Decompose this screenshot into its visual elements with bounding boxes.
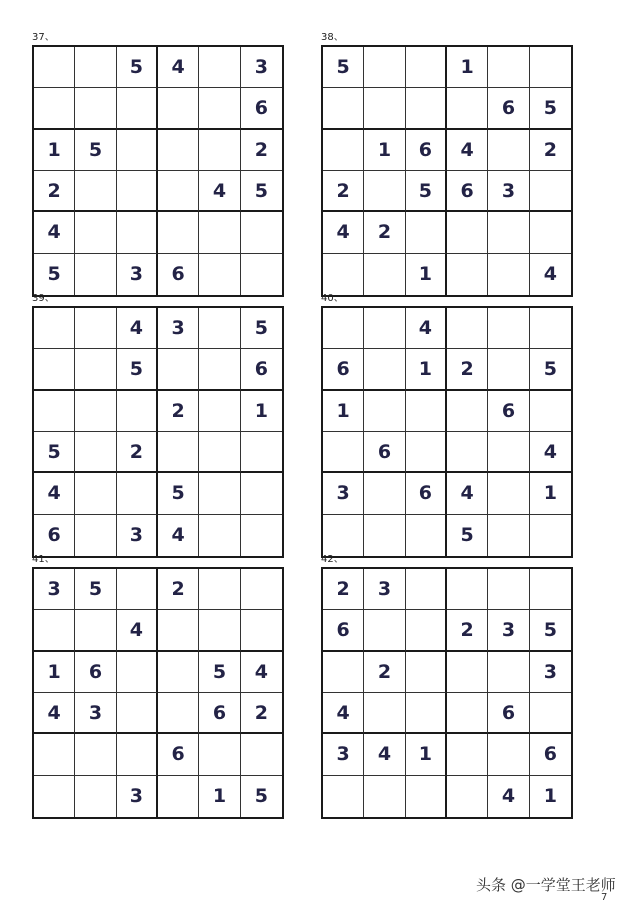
sudoku-cell: 6 <box>364 432 405 473</box>
sudoku-cell <box>530 212 571 253</box>
sudoku-cell <box>34 47 75 88</box>
sudoku-cell: 2 <box>34 171 75 212</box>
sudoku-cell: 3 <box>488 610 529 651</box>
sudoku-cell: 3 <box>241 47 282 88</box>
sudoku-cell: 5 <box>34 254 75 295</box>
sudoku-cell <box>488 47 529 88</box>
sudoku-cell <box>199 391 240 432</box>
sudoku-cell <box>530 515 571 556</box>
sudoku-cell: 6 <box>530 734 571 775</box>
sudoku-cell <box>158 349 199 390</box>
sudoku-cell <box>364 171 405 212</box>
sudoku-cell <box>241 734 282 775</box>
puzzle-label: 42、 <box>321 554 344 565</box>
sudoku-cell: 5 <box>199 652 240 693</box>
sudoku-cell: 6 <box>406 473 447 514</box>
sudoku-cell: 6 <box>488 693 529 734</box>
sudoku-cell: 2 <box>241 693 282 734</box>
sudoku-cell <box>34 610 75 651</box>
sudoku-cell: 5 <box>75 569 116 610</box>
sudoku-cell: 4 <box>406 308 447 349</box>
sudoku-cell <box>364 776 405 817</box>
sudoku-cell <box>75 47 116 88</box>
sudoku-cell: 2 <box>158 391 199 432</box>
sudoku-puzzle <box>32 32 284 297</box>
sudoku-cell <box>530 47 571 88</box>
sudoku-cell: 6 <box>488 88 529 129</box>
sudoku-cell <box>75 88 116 129</box>
sudoku-cell <box>447 734 488 775</box>
sudoku-cell <box>75 610 116 651</box>
sudoku-cell: 2 <box>241 130 282 171</box>
sudoku-cell <box>447 308 488 349</box>
sudoku-cell: 5 <box>241 171 282 212</box>
sudoku-cell: 6 <box>34 515 75 556</box>
sudoku-cell: 4 <box>117 308 158 349</box>
sudoku-cell: 6 <box>158 734 199 775</box>
sudoku-cell <box>530 693 571 734</box>
sudoku-cell: 5 <box>447 515 488 556</box>
sudoku-cell <box>364 473 405 514</box>
sudoku-cell <box>241 473 282 514</box>
sudoku-cell <box>199 254 240 295</box>
sudoku-cell <box>117 171 158 212</box>
sudoku-cell <box>117 473 158 514</box>
sudoku-cell: 4 <box>447 130 488 171</box>
puzzle-label: 41、 <box>32 554 55 565</box>
sudoku-grid <box>321 306 573 558</box>
sudoku-cell <box>158 610 199 651</box>
sudoku-cell: 4 <box>117 610 158 651</box>
sudoku-cell: 3 <box>323 734 364 775</box>
sudoku-cell <box>364 391 405 432</box>
sudoku-cell <box>117 693 158 734</box>
sudoku-cell: 6 <box>241 88 282 129</box>
sudoku-cell <box>323 254 364 295</box>
sudoku-cell <box>364 88 405 129</box>
sudoku-cell <box>323 652 364 693</box>
sudoku-cell: 3 <box>34 569 75 610</box>
sudoku-cell: 1 <box>364 130 405 171</box>
sudoku-cell <box>199 515 240 556</box>
page-number: 7 <box>601 892 608 903</box>
sudoku-cell: 5 <box>406 171 447 212</box>
sudoku-cell <box>199 432 240 473</box>
sudoku-cell <box>447 391 488 432</box>
sudoku-cell <box>488 515 529 556</box>
sudoku-cell <box>158 130 199 171</box>
sudoku-cell <box>323 432 364 473</box>
sudoku-grid <box>32 567 284 819</box>
sudoku-cell <box>241 212 282 253</box>
sudoku-cell: 1 <box>34 652 75 693</box>
sudoku-cell: 1 <box>406 734 447 775</box>
sudoku-cell <box>406 391 447 432</box>
sudoku-cell <box>406 693 447 734</box>
sudoku-cell <box>241 610 282 651</box>
sudoku-cell <box>488 254 529 295</box>
sudoku-cell: 5 <box>241 308 282 349</box>
sudoku-cell <box>447 776 488 817</box>
sudoku-puzzle <box>321 554 573 819</box>
sudoku-cell <box>75 391 116 432</box>
sudoku-cell <box>241 569 282 610</box>
sudoku-cell <box>117 569 158 610</box>
sudoku-cell: 6 <box>447 171 488 212</box>
sudoku-cell: 1 <box>34 130 75 171</box>
sudoku-grid <box>321 45 573 297</box>
sudoku-cell <box>241 254 282 295</box>
sudoku-cell <box>488 569 529 610</box>
sudoku-cell: 1 <box>406 349 447 390</box>
sudoku-cell <box>406 569 447 610</box>
sudoku-cell <box>323 776 364 817</box>
sudoku-cell: 3 <box>158 308 199 349</box>
sudoku-cell: 5 <box>117 349 158 390</box>
sudoku-cell <box>158 776 199 817</box>
sudoku-cell <box>406 776 447 817</box>
sudoku-cell: 5 <box>530 349 571 390</box>
sudoku-cell: 4 <box>34 693 75 734</box>
sudoku-cell: 2 <box>530 130 571 171</box>
sudoku-cell: 1 <box>447 47 488 88</box>
puzzle-label: 38、 <box>321 32 344 43</box>
sudoku-cell <box>75 473 116 514</box>
sudoku-cell: 4 <box>447 473 488 514</box>
sudoku-cell <box>75 171 116 212</box>
sudoku-cell <box>364 308 405 349</box>
sudoku-cell <box>488 652 529 693</box>
sudoku-cell <box>158 432 199 473</box>
sudoku-cell <box>199 308 240 349</box>
sudoku-cell <box>75 254 116 295</box>
sudoku-cell <box>75 212 116 253</box>
sudoku-cell <box>406 47 447 88</box>
sudoku-cell <box>199 130 240 171</box>
sudoku-cell <box>158 88 199 129</box>
sudoku-cell <box>530 308 571 349</box>
sudoku-cell <box>323 308 364 349</box>
sudoku-cell: 1 <box>323 391 364 432</box>
sudoku-cell <box>158 652 199 693</box>
sudoku-cell: 3 <box>323 473 364 514</box>
sudoku-cell <box>199 349 240 390</box>
puzzle-label: 40、 <box>321 293 344 304</box>
sudoku-cell: 6 <box>323 610 364 651</box>
sudoku-cell <box>199 473 240 514</box>
sudoku-cell: 4 <box>323 693 364 734</box>
sudoku-cell <box>34 349 75 390</box>
sudoku-cell: 5 <box>530 88 571 129</box>
sudoku-cell: 2 <box>364 652 405 693</box>
sudoku-puzzle <box>321 293 573 558</box>
sudoku-cell <box>406 652 447 693</box>
sudoku-cell <box>488 130 529 171</box>
sudoku-cell: 4 <box>34 212 75 253</box>
sudoku-cell: 4 <box>530 432 571 473</box>
sudoku-cell <box>75 349 116 390</box>
sudoku-cell <box>117 130 158 171</box>
sudoku-cell: 4 <box>543 263 557 286</box>
sudoku-cell <box>158 212 199 253</box>
sudoku-cell: 3 <box>117 254 158 295</box>
sudoku-cell: 3 <box>117 515 158 556</box>
sudoku-cell <box>530 171 571 212</box>
sudoku-cell <box>199 47 240 88</box>
sudoku-cell <box>406 610 447 651</box>
sudoku-puzzle <box>321 32 573 297</box>
sudoku-cell <box>323 88 364 129</box>
sudoku-cell: 2 <box>323 171 364 212</box>
sudoku-cell <box>199 569 240 610</box>
sudoku-cell <box>406 212 447 253</box>
sudoku-grid <box>32 45 284 297</box>
sudoku-cell: 4 <box>158 47 199 88</box>
sudoku-cell <box>488 473 529 514</box>
sudoku-cell: 2 <box>117 432 158 473</box>
sudoku-cell <box>34 88 75 129</box>
sudoku-cell <box>117 391 158 432</box>
sudoku-cell <box>75 432 116 473</box>
sudoku-cell: 3 <box>364 569 405 610</box>
watermark: 头条 @一学堂王老师 <box>476 876 616 894</box>
sudoku-cell <box>34 776 75 817</box>
sudoku-cell: 4 <box>34 473 75 514</box>
sudoku-cell: 2 <box>364 212 405 253</box>
sudoku-cell <box>34 391 75 432</box>
sudoku-cell: 6 <box>241 349 282 390</box>
sudoku-cell <box>488 308 529 349</box>
sudoku-cell <box>158 171 199 212</box>
sudoku-cell <box>406 515 447 556</box>
sudoku-grid <box>32 306 284 558</box>
sudoku-cell <box>364 47 405 88</box>
sudoku-cell <box>75 734 116 775</box>
puzzle-label: 37、 <box>32 32 55 43</box>
sudoku-cell <box>364 254 405 295</box>
sudoku-cell <box>75 776 116 817</box>
sudoku-cell <box>364 610 405 651</box>
sudoku-cell: 2 <box>447 610 488 651</box>
sudoku-cell: 1 <box>543 785 557 808</box>
sudoku-cell <box>488 212 529 253</box>
sudoku-cell <box>447 88 488 129</box>
sudoku-cell <box>447 254 488 295</box>
sudoku-cell: 5 <box>254 785 268 808</box>
sudoku-cell <box>447 212 488 253</box>
sudoku-cell <box>199 88 240 129</box>
sudoku-cell: 2 <box>323 569 364 610</box>
sudoku-cell: 3 <box>75 693 116 734</box>
sudoku-cell <box>34 308 75 349</box>
sudoku-cell <box>364 349 405 390</box>
sudoku-cell: 3 <box>117 776 158 817</box>
sudoku-cell: 3 <box>488 171 529 212</box>
sudoku-cell: 4 <box>323 212 364 253</box>
sudoku-grid <box>321 567 573 819</box>
sudoku-cell: 1 <box>530 473 571 514</box>
sudoku-cell: 2 <box>158 569 199 610</box>
sudoku-cell: 1 <box>241 391 282 432</box>
sudoku-cell <box>364 693 405 734</box>
sudoku-cell <box>75 308 116 349</box>
sudoku-puzzle <box>32 293 284 558</box>
sudoku-cell: 4 <box>158 515 199 556</box>
sudoku-cell: 5 <box>158 473 199 514</box>
sudoku-cell <box>199 734 240 775</box>
sudoku-cell: 5 <box>117 47 158 88</box>
sudoku-puzzle <box>32 554 284 819</box>
sudoku-cell: 2 <box>447 349 488 390</box>
sudoku-cell <box>199 212 240 253</box>
sudoku-cell: 5 <box>75 130 116 171</box>
sudoku-cell <box>406 432 447 473</box>
sudoku-cell <box>447 693 488 734</box>
sudoku-cell <box>241 432 282 473</box>
sudoku-cell <box>488 734 529 775</box>
sudoku-cell <box>406 88 447 129</box>
sudoku-cell: 1 <box>406 254 447 295</box>
sudoku-cell: 6 <box>75 652 116 693</box>
sudoku-cell <box>447 569 488 610</box>
sudoku-cell <box>241 515 282 556</box>
sudoku-cell: 5 <box>530 610 571 651</box>
sudoku-cell: 4 <box>199 171 240 212</box>
sudoku-cell <box>117 652 158 693</box>
sudoku-cell: 4 <box>488 776 529 817</box>
sudoku-cell <box>117 88 158 129</box>
sudoku-cell: 6 <box>488 391 529 432</box>
sudoku-cell: 5 <box>34 432 75 473</box>
sudoku-cell <box>323 515 364 556</box>
sudoku-cell <box>488 349 529 390</box>
sudoku-cell <box>364 515 405 556</box>
sudoku-cell <box>530 569 571 610</box>
sudoku-cell: 4 <box>241 652 282 693</box>
sudoku-cell <box>530 391 571 432</box>
sudoku-cell <box>447 432 488 473</box>
sudoku-cell: 6 <box>199 693 240 734</box>
sudoku-cell: 1 <box>199 776 240 817</box>
sudoku-cell <box>34 734 75 775</box>
sudoku-cell <box>323 130 364 171</box>
sudoku-cell: 5 <box>323 47 364 88</box>
sudoku-cell: 6 <box>323 349 364 390</box>
sudoku-cell: 4 <box>364 734 405 775</box>
sudoku-cell: 6 <box>406 130 447 171</box>
puzzle-label: 39、 <box>32 293 55 304</box>
sudoku-cell <box>488 432 529 473</box>
sudoku-cell: 6 <box>158 254 199 295</box>
sudoku-cell <box>117 734 158 775</box>
sudoku-cell: 3 <box>530 652 571 693</box>
sudoku-cell <box>447 652 488 693</box>
sudoku-cell <box>75 515 116 556</box>
sudoku-cell <box>158 693 199 734</box>
sudoku-cell <box>117 212 158 253</box>
sudoku-cell <box>199 610 240 651</box>
